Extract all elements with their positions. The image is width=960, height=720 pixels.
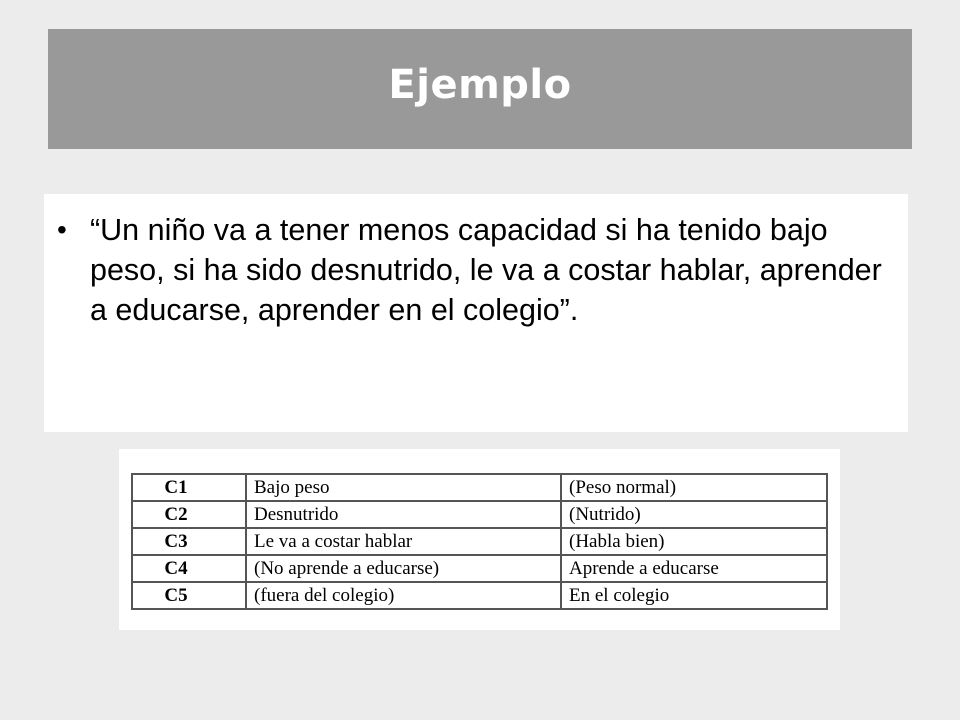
table-row [132, 555, 827, 582]
opposite-cell: En el colegio [561, 582, 827, 609]
title-bar [48, 29, 912, 149]
table-row [132, 528, 827, 555]
opposite-cell: (Nutrido) [561, 501, 827, 528]
table-row [132, 474, 827, 501]
table-row [132, 582, 827, 609]
condition-cell: Desnutrido [246, 501, 561, 528]
condition-cell: (No aprende a educarse) [246, 555, 561, 582]
condition-cell: (fuera del colegio) [246, 582, 561, 609]
opposite-cell: (Peso normal) [561, 474, 827, 501]
opposite-cell: (Habla bien) [561, 528, 827, 555]
bullet-icon: • [57, 214, 67, 245]
table-row [132, 501, 827, 528]
table-image [119, 449, 840, 630]
condition-cell: Bajo peso [246, 474, 561, 501]
quote-text: “Un niño va a tener menos capacidad si ha tenido bajo peso, si ha sido desnutrido, le va a costar hablar, aprender a educarse, aprender en el colegio”. [90, 213, 882, 327]
code-cell: C1 [132, 474, 246, 501]
code-cell: C4 [132, 555, 246, 582]
bullet-item [54, 210, 884, 330]
code-cell: C5 [132, 582, 246, 609]
condition-table [131, 473, 828, 610]
code-cell: C2 [132, 501, 246, 528]
condition-cell: Le va a costar hablar [246, 528, 561, 555]
code-cell: C3 [132, 528, 246, 555]
slide-title: Ejemplo [388, 62, 572, 108]
opposite-cell: Aprende a educarse [561, 555, 827, 582]
content-box [44, 194, 908, 432]
